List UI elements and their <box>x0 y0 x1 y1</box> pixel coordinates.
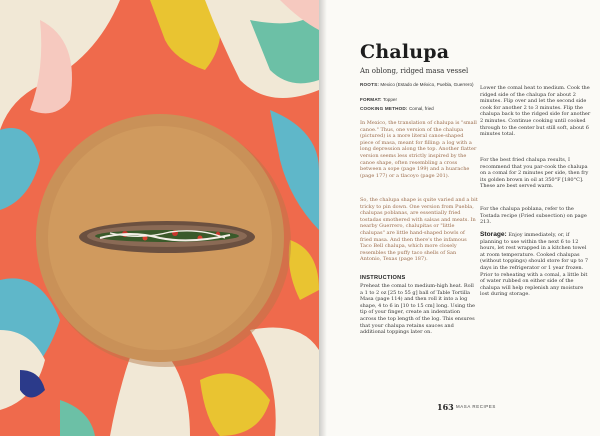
recipe-subtitle: An oblong, ridged masa vessel <box>360 67 469 75</box>
instruction-step-2: Lower the comal heat to medium. Cook the ridged side of the chalupa for about 2 minutes. Flip over and let the second side cook for another 2 to 3 minutes. Flip the chalupa back to the ridged side for another 2 minutes. Continue cooking until cooked through to the center but still soft, about 6 minutes total. <box>480 85 591 138</box>
meta-format-value: Topper <box>382 97 397 102</box>
page-number: 163 <box>437 402 454 412</box>
section-label: MASA RECIPES <box>456 404 496 409</box>
instructions-heading: INSTRUCTIONS <box>360 275 406 281</box>
instruction-step-1: Preheat the comal to medium-high heat. Roll a 1 to 2 oz [25 to 55 g] ball of Table Tortilla Masa (page 114) and then roll it into a log shape, 4 to 6 in [10 to 15 cm] long. Using the tip of your finger, create an indentation across the top length of the log. This ensures that your chalupa retains sauces and additional toppings later on. <box>360 283 475 336</box>
storage-section <box>480 232 592 298</box>
meta-roots <box>360 82 478 88</box>
storage-heading: Storage: <box>480 231 507 238</box>
meta-cooking-label: COOKING METHOD: <box>360 106 408 111</box>
recipe-title: Chalupa <box>360 41 450 63</box>
meta-cooking-method <box>360 106 478 112</box>
meta-roots-label: ROOTS: <box>360 82 380 87</box>
instruction-step-3: For the best fried chalupa results, I recommend that you par-cook the chalupa on a comal for 2 minutes per side, then fry its golden brown in oil at 350°F [180°C]. These are best served warm. <box>480 157 589 190</box>
meta-cooking-value: Comal, fried <box>408 106 434 111</box>
meta-roots-value: Mexico (Estado de México, Puebla, Guerrero) <box>380 82 474 87</box>
intro-paragraph-1: In Mexico, the translation of chalupa is "small canoe." Thus, one version of the chalupa (pictured) is a more literal canoe-shaped piece of masa, meant for filling: a log with a long depression along the top. Another flatter version seems less strictly inspired by the canoe shape, often resembling a cross between a sope (page 199) and a huarache (page 177) or a tlacoyo (page 201). <box>360 120 477 179</box>
storage-text: Enjoy immediately, or, if planning to use within the next 6 to 12 hours, let rest wrapped in a kitchen towel at room temperature. Cooked chalupas (without toppings) should store for up to 7 days in the refrigerator or 1 year frozen. Prior to reheating with a comal, a little bit of water rubbed on either side of the chalupa will help replenish any moisture lost during storage. <box>480 232 589 298</box>
intro-paragraph-2: So, the chalupa shape is quite varied and a bit tricky to pin down. One version from Puebla, chalupas poblanas, are essentially fried tostadas smothered with salsas and meats. In nearby Guerrero, chalupitas or "little chalupas" are little hand-shaped bowls of fried masa. And then there's the infamous Taco Bell chalupa, which more closely resembles the puffy taco shells of San Antonio, Texas (page 187). <box>360 197 478 263</box>
meta-format-label: FORMAT: <box>360 97 382 102</box>
instruction-step-4: For the chalupa poblana, refer to the Tostada recipe (Fried subsection) on page 213. <box>480 206 587 226</box>
meta-format <box>360 97 478 103</box>
